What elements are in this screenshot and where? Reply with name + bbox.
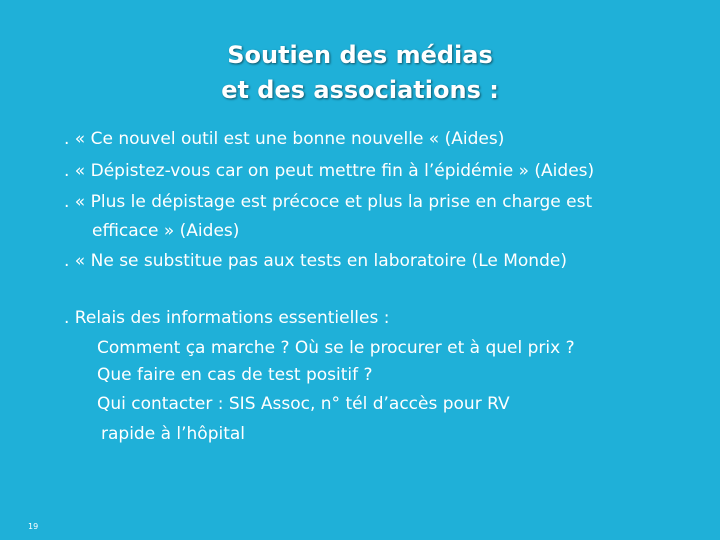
quote-line: . « Dépistez-vous car on peut mettre fin à l’épidémie » (Aides) bbox=[64, 161, 595, 181]
quote-line: efficace » (Aides) bbox=[92, 221, 240, 241]
slide-title bbox=[140, 38, 580, 108]
slide-title-line-2: et des associations : bbox=[221, 76, 499, 104]
relais-line: Qui contacter : SIS Assoc, n° tél d’accès pour RV bbox=[97, 394, 510, 414]
relais-line: Comment ça marche ? Où se le procurer et à quel prix ? bbox=[97, 338, 575, 358]
quote-line: . « Ne se substitue pas aux tests en laboratoire (Le Monde) bbox=[64, 251, 567, 271]
relais-heading: . Relais des informations essentielles : bbox=[64, 308, 390, 328]
slide-title-line-1: Soutien des médias bbox=[227, 41, 493, 69]
quote-line: . « Plus le dépistage est précoce et plus la prise en charge est bbox=[64, 192, 593, 212]
quote-line: . « Ce nouvel outil est une bonne nouvelle « (Aides) bbox=[64, 129, 505, 149]
relais-line: rapide à l’hôpital bbox=[101, 424, 246, 444]
page-number: 19 bbox=[28, 522, 39, 531]
relais-line: Que faire en cas de test positif ? bbox=[97, 365, 373, 385]
